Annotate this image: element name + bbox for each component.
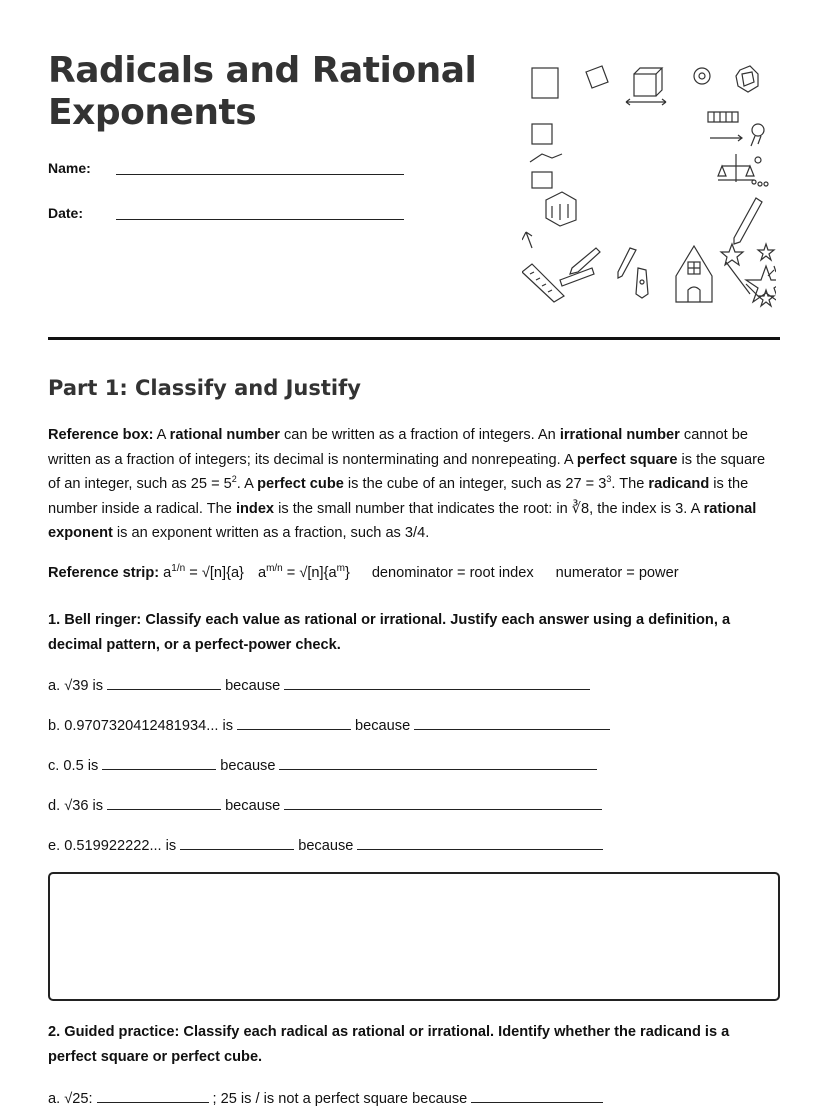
header-divider [48,337,780,340]
name-label: Name: [48,160,91,176]
ruler-bars-doodle [708,112,738,122]
formula-2-exponent: m/n [266,563,283,575]
ref-text: cannot be written as a fraction of integers; its decimal is nonterminating and nonrepeating. A [48,427,749,468]
item-text: d. √36 is [48,798,104,814]
gem-doodle [736,66,758,92]
up-arrow-doodle [522,232,532,248]
justification-blank[interactable] [279,756,597,770]
angle-doodle [530,154,562,162]
ruler-doodle-left [522,264,564,302]
star-doodle-2 [758,244,774,260]
reference-strip-label: Reference strip: [48,565,160,581]
dots-doodle [752,157,768,186]
answer-blank[interactable] [107,676,221,690]
strip-note-numerator: numerator = power [555,565,679,581]
ring-doodle [694,68,710,84]
name-blank-line[interactable] [116,174,404,175]
pen-doodle [636,268,648,298]
ref-text: is an exponent written as a fraction, such as 3/4. [112,525,430,541]
date-field [48,205,116,221]
square-doodle [532,68,558,98]
question-2-prompt: 2. Guided practice: Classify each radical as rational or irrational. Identify whether the radicand is a perfect square or perfect cube. [48,1024,730,1065]
pencil-doodle-center [618,248,636,278]
ref-text: is the small number that indicates the root: in ∛8, the index is 3. A [274,500,704,517]
question-1a [48,676,594,694]
formula-2-inner-exponent: m [336,563,345,575]
reference-strip [48,565,679,581]
ref-text: is the square of an integer, such as 25 = 5 [48,451,766,492]
house-doodle [676,246,712,302]
term-rational-number: rational number [169,427,280,443]
arrow-doodle [710,135,742,141]
formula-1: a [159,565,172,581]
ref-text: is the cube of an integer, such as 27 = 3 [343,476,607,492]
scale-doodle [718,154,754,182]
term-index: index [235,500,275,517]
box-doodle [546,192,576,226]
exponent: 3 [606,474,612,485]
formula-1-exponent: 1/n [171,563,186,575]
wand-doodle [726,262,758,296]
ruler-doodle-small [560,268,594,286]
item-text: e. 0.519922222... is [48,838,177,854]
geometry-doodles-illustration [522,58,776,308]
item-text: because [225,798,281,814]
answer-blank[interactable] [237,716,351,730]
justification-blank[interactable] [357,836,603,850]
question-1d [48,796,606,814]
justification-blank[interactable] [284,676,590,690]
item-text: because [355,718,411,734]
item-text: because [298,838,354,854]
item-text: a. √39 is [48,678,104,694]
date-blank-line[interactable] [116,219,404,220]
pencil-doodle-right [734,198,762,244]
work-space-box[interactable] [48,872,780,1001]
reference-box-text [48,423,780,546]
exponent: 2 [231,474,237,485]
bulb-doodle [751,124,764,146]
formula-2-close: } [344,565,350,581]
answer-blank[interactable] [107,796,221,810]
formula-2: a [257,565,267,581]
item-text: ; 25 is / is not a perfect square because [212,1091,468,1107]
answer-blank[interactable] [97,1089,209,1103]
item-text: a. √25: [48,1091,93,1107]
ref-text: . A [236,476,258,492]
part1-heading: Part 1: Classify and Justify [48,376,361,400]
question-1e [48,836,607,854]
term-rational-exponent: rational exponent [48,500,757,541]
cube-doodle [626,68,666,105]
justification-blank[interactable] [471,1089,603,1103]
answer-blank[interactable] [102,756,216,770]
formula-1-rest: = √[n]{a} [185,565,244,581]
item-text: because [225,678,281,694]
worksheet-title: Radicals and Rational Exponents [48,50,477,133]
ref-text: . The [611,476,649,492]
ref-text: can be written as a fraction of integers. An [279,427,560,443]
item-text: c. 0.5 is [48,758,99,774]
name-field [48,160,116,176]
item-text: b. 0.9707320412481934... is [48,718,234,734]
term-perfect-square: perfect square [576,451,678,468]
question-1b [48,716,614,734]
small-rect-doodle [532,172,552,188]
question-1-prompt: 1. Bell ringer: Classify each value as rational or irrational. Justify each answer using a definition, a decimal pattern, or a perfect-power check. [48,612,731,653]
term-perfect-cube: perfect cube [257,476,344,492]
answer-blank[interactable] [180,836,294,850]
question-2a [48,1089,607,1107]
date-label: Date: [48,205,84,221]
justification-blank[interactable] [284,796,602,810]
justification-blank[interactable] [414,716,610,730]
formula-2-rest: = √[n]{a [282,565,337,581]
question-1c [48,756,601,774]
small-square-doodle [532,124,552,144]
term-radicand: radicand [648,476,710,492]
worksheet-page [48,0,780,1118]
tilted-square-doodle [586,66,608,88]
star-doodle-1 [721,244,743,265]
item-text: because [220,758,276,774]
ref-text: is the number inside a radical. The [48,476,749,517]
term-irrational-number: irrational number [559,427,680,443]
strip-note-denominator: denominator = root index [371,565,534,581]
reference-box-label: Reference box: [48,427,154,443]
ref-text: A [153,427,170,443]
